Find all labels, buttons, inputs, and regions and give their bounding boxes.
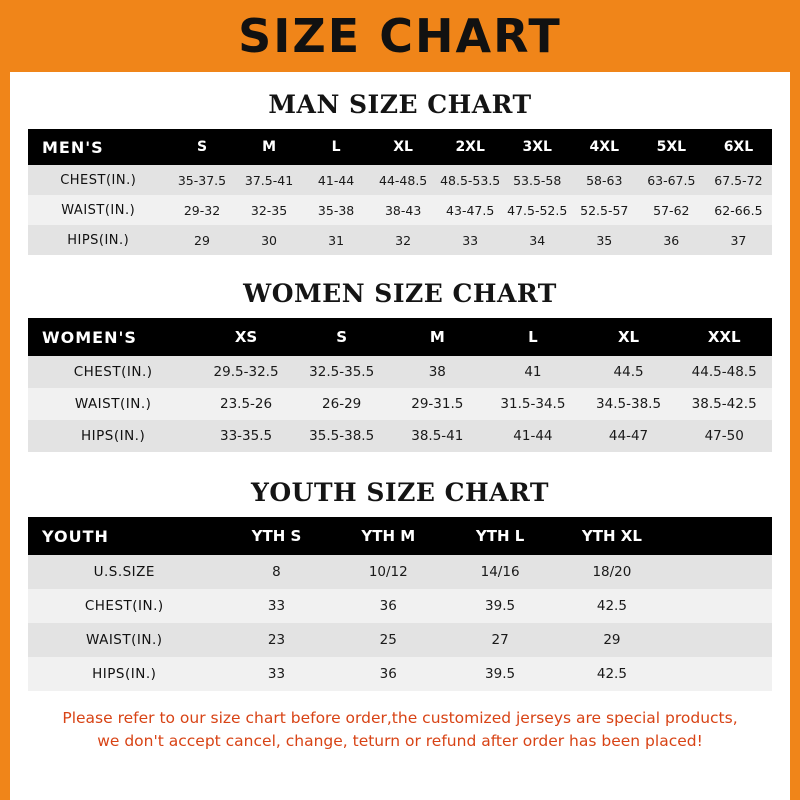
women-cell-2-0: 33-35.5 xyxy=(198,420,294,452)
table-row xyxy=(28,420,772,452)
man-header-3: L xyxy=(303,129,370,165)
man-cell-1-7: 57-62 xyxy=(638,195,705,225)
youth-header-3: YTH L xyxy=(444,517,556,555)
page-title: SIZE CHART xyxy=(238,9,562,63)
man-cell-0-3: 44-48.5 xyxy=(370,165,437,195)
women-cell-0-0: 29.5-32.5 xyxy=(198,356,294,388)
youth-cell-0-0: 8 xyxy=(221,555,333,589)
man-cell-0-6: 58-63 xyxy=(571,165,638,195)
man-header-7: 4XL xyxy=(571,129,638,165)
women-cell-0-4: 44.5 xyxy=(581,356,677,388)
man-section-title: MAN SIZE CHART xyxy=(268,90,532,119)
man-header-6: 3XL xyxy=(504,129,571,165)
youth-cell-0-1: 10/12 xyxy=(332,555,444,589)
man-cell-2-5: 34 xyxy=(504,225,571,255)
man-row-0-label: CHEST(IN.) xyxy=(28,165,168,195)
man-cell-1-2: 35-38 xyxy=(303,195,370,225)
order-policy-note xyxy=(28,707,772,754)
women-cell-2-2: 38.5-41 xyxy=(389,420,485,452)
women-cell-1-2: 29-31.5 xyxy=(389,388,485,420)
table-row xyxy=(28,225,772,255)
youth-cell-3-2: 39.5 xyxy=(444,657,556,691)
table-row xyxy=(28,195,772,225)
table-row xyxy=(28,356,772,388)
man-header-9: 6XL xyxy=(705,129,772,165)
youth-header-0: YOUTH xyxy=(28,517,221,555)
youth-cell-3-3: 42.5 xyxy=(556,657,668,691)
women-cell-1-0: 23.5-26 xyxy=(198,388,294,420)
women-cell-2-5: 47-50 xyxy=(676,420,772,452)
man-header-5: 2XL xyxy=(437,129,504,165)
youth-header-spacer xyxy=(668,517,772,555)
man-row-1-label: WAIST(IN.) xyxy=(28,195,168,225)
man-table-head xyxy=(28,129,772,165)
man-cell-2-7: 36 xyxy=(638,225,705,255)
man-cell-2-4: 33 xyxy=(437,225,504,255)
man-cell-1-4: 43-47.5 xyxy=(437,195,504,225)
man-cell-0-7: 63-67.5 xyxy=(638,165,705,195)
youth-row-3-label: HIPS(IN.) xyxy=(28,657,221,691)
table-row xyxy=(28,657,772,691)
man-header-1: S xyxy=(168,129,235,165)
man-cell-0-8: 67.5-72 xyxy=(705,165,772,195)
youth-cell-2-spacer xyxy=(668,623,772,657)
women-header-4: L xyxy=(485,318,581,356)
women-cell-2-1: 35.5-38.5 xyxy=(294,420,390,452)
youth-size-table xyxy=(28,517,772,691)
table-row xyxy=(28,623,772,657)
women-cell-1-3: 31.5-34.5 xyxy=(485,388,581,420)
man-size-table xyxy=(28,129,772,255)
youth-cell-3-spacer xyxy=(668,657,772,691)
man-header-2: M xyxy=(236,129,303,165)
women-cell-1-4: 34.5-38.5 xyxy=(581,388,677,420)
women-cell-0-1: 32.5-35.5 xyxy=(294,356,390,388)
youth-section-title: YOUTH SIZE CHART xyxy=(251,478,549,507)
youth-cell-1-spacer xyxy=(668,589,772,623)
table-row xyxy=(28,589,772,623)
man-cell-1-3: 38-43 xyxy=(370,195,437,225)
man-header-4: XL xyxy=(370,129,437,165)
women-header-1: XS xyxy=(198,318,294,356)
youth-header-4: YTH XL xyxy=(556,517,668,555)
women-table-head xyxy=(28,318,772,356)
women-cell-0-2: 38 xyxy=(389,356,485,388)
women-cell-2-3: 41-44 xyxy=(485,420,581,452)
man-cell-1-6: 52.5-57 xyxy=(571,195,638,225)
table-row xyxy=(28,165,772,195)
man-cell-2-6: 35 xyxy=(571,225,638,255)
note-line-1: Please refer to our size chart before order,the customized jerseys are special products, xyxy=(62,709,738,727)
page-banner xyxy=(10,0,790,72)
youth-cell-3-1: 36 xyxy=(332,657,444,691)
youth-cell-2-0: 23 xyxy=(221,623,333,657)
women-row-2-label: HIPS(IN.) xyxy=(28,420,198,452)
man-cell-2-1: 30 xyxy=(236,225,303,255)
women-table-body xyxy=(28,356,772,452)
youth-cell-2-2: 27 xyxy=(444,623,556,657)
man-cell-0-2: 41-44 xyxy=(303,165,370,195)
women-header-3: M xyxy=(389,318,485,356)
women-section-title: WOMEN SIZE CHART xyxy=(243,279,557,308)
youth-cell-0-2: 14/16 xyxy=(444,555,556,589)
table-header-row xyxy=(28,517,772,555)
man-cell-0-4: 48.5-53.5 xyxy=(437,165,504,195)
women-header-0: WOMEN'S xyxy=(28,318,198,356)
youth-table-body xyxy=(28,555,772,691)
women-row-0-label: CHEST(IN.) xyxy=(28,356,198,388)
women-cell-0-5: 44.5-48.5 xyxy=(676,356,772,388)
women-header-5: XL xyxy=(581,318,677,356)
youth-cell-3-0: 33 xyxy=(221,657,333,691)
note-line-2: we don't accept cancel, change, teturn or refund after order has been placed! xyxy=(97,732,703,751)
table-row xyxy=(28,388,772,420)
youth-header-1: YTH S xyxy=(221,517,333,555)
man-row-2-label: HIPS(IN.) xyxy=(28,225,168,255)
man-header-8: 5XL xyxy=(638,129,705,165)
content-area xyxy=(10,90,790,754)
youth-cell-2-3: 29 xyxy=(556,623,668,657)
man-table-body xyxy=(28,165,772,255)
man-cell-1-5: 47.5-52.5 xyxy=(504,195,571,225)
women-cell-2-4: 44-47 xyxy=(581,420,677,452)
man-cell-2-3: 32 xyxy=(370,225,437,255)
man-cell-2-2: 31 xyxy=(303,225,370,255)
man-cell-2-0: 29 xyxy=(168,225,235,255)
man-cell-1-1: 32-35 xyxy=(236,195,303,225)
women-row-1-label: WAIST(IN.) xyxy=(28,388,198,420)
women-header-2: S xyxy=(294,318,390,356)
man-header-0: MEN'S xyxy=(28,129,168,165)
youth-cell-1-0: 33 xyxy=(221,589,333,623)
youth-cell-1-2: 39.5 xyxy=(444,589,556,623)
women-header-6: XXL xyxy=(676,318,772,356)
women-cell-0-3: 41 xyxy=(485,356,581,388)
man-cell-1-8: 62-66.5 xyxy=(705,195,772,225)
youth-cell-0-spacer xyxy=(668,555,772,589)
table-row xyxy=(28,555,772,589)
women-cell-1-5: 38.5-42.5 xyxy=(676,388,772,420)
table-header-row xyxy=(28,318,772,356)
youth-table-head xyxy=(28,517,772,555)
youth-row-0-label: U.S.SIZE xyxy=(28,555,221,589)
youth-header-2: YTH M xyxy=(332,517,444,555)
women-cell-1-1: 26-29 xyxy=(294,388,390,420)
youth-row-1-label: CHEST(IN.) xyxy=(28,589,221,623)
women-size-table xyxy=(28,318,772,452)
youth-row-2-label: WAIST(IN.) xyxy=(28,623,221,657)
table-header-row xyxy=(28,129,772,165)
man-cell-0-5: 53.5-58 xyxy=(504,165,571,195)
man-cell-1-0: 29-32 xyxy=(168,195,235,225)
youth-cell-2-1: 25 xyxy=(332,623,444,657)
youth-cell-1-3: 42.5 xyxy=(556,589,668,623)
youth-cell-1-1: 36 xyxy=(332,589,444,623)
man-cell-0-1: 37.5-41 xyxy=(236,165,303,195)
man-cell-2-8: 37 xyxy=(705,225,772,255)
youth-cell-0-3: 18/20 xyxy=(556,555,668,589)
man-cell-0-0: 35-37.5 xyxy=(168,165,235,195)
